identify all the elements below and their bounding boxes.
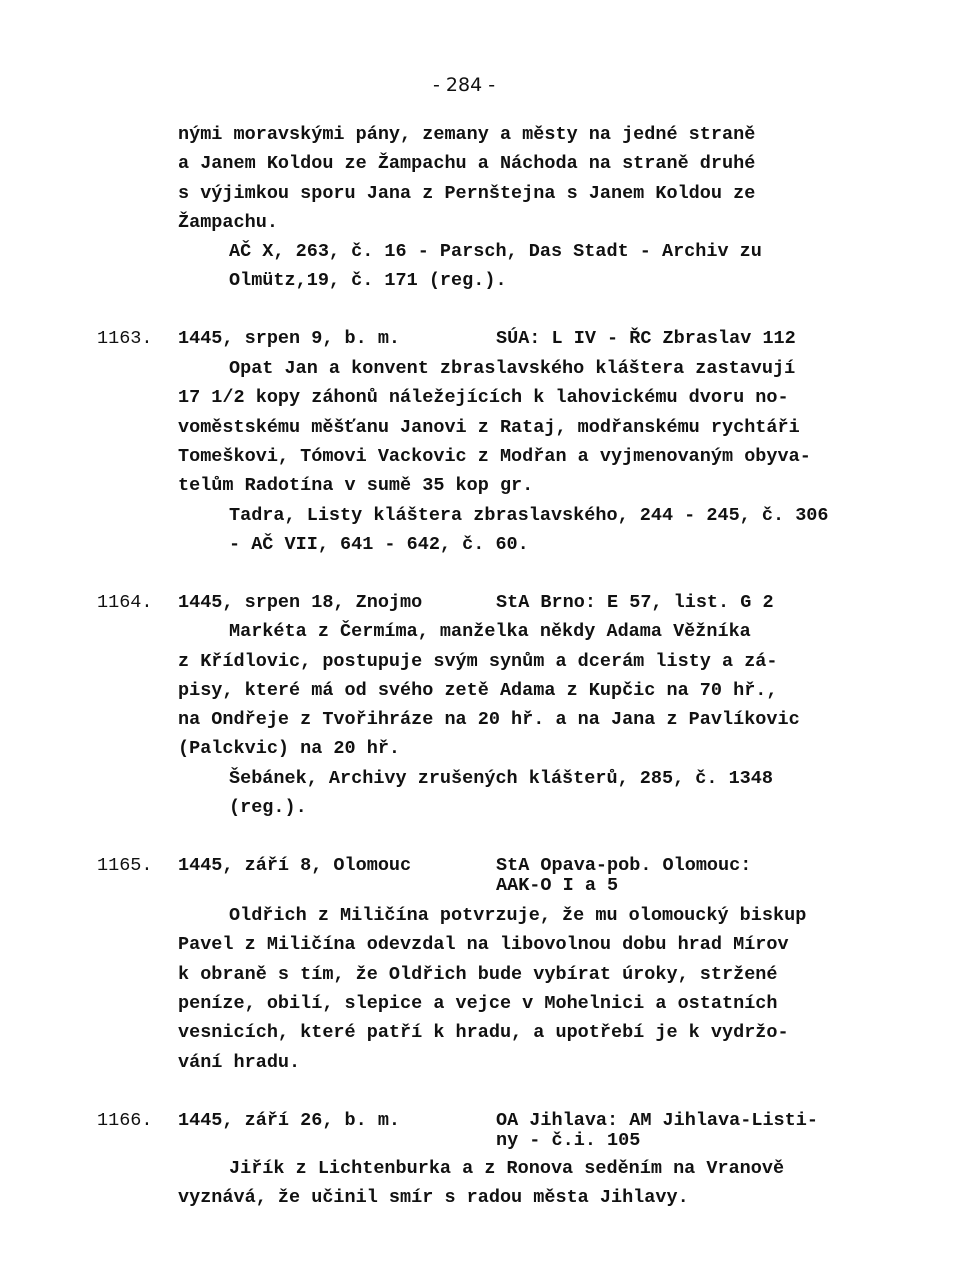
entry-number: 1164. [97, 592, 153, 613]
source-line: (reg.). [229, 797, 307, 818]
text-line: voměstskému měšťanu Janovi z Rataj, modřanskému rychtáři [178, 417, 800, 438]
text-line: peníze, obilí, slepice a vejce v Mohelnici a ostatních [178, 993, 778, 1014]
text-line: Pavel z Miličína odevzdal na libovolnou dobu hrad Mírov [178, 934, 789, 955]
text-line: a Janem Koldou ze Žampachu a Náchoda na straně druhé [178, 153, 756, 174]
entry-date: 1445, srpen 9, b. m. [178, 328, 401, 349]
entry-archive: StA Opava-pob. Olomouc: [496, 855, 752, 876]
entry-number: 1165. [97, 855, 153, 876]
text-line: Markéta z Čermíma, manželka někdy Adama Věžníka [229, 621, 751, 642]
text-line: Oldřich z Miličína potvrzuje, že mu olomoucký biskup [229, 905, 807, 926]
text-line: z Křídlovic, postupuje svým synům a dcerám listy a zá- [178, 651, 778, 672]
text-line: vyznává, že učinil smír s radou města Jihlavy. [178, 1187, 689, 1208]
text-line: vesnicích, které patří k hradu, a upotřebí je k vydržo- [178, 1022, 789, 1043]
text-line: Tomeškovi, Tómovi Vackovic z Modřan a vyjmenovaným obyva- [178, 446, 811, 467]
text-line: s výjimkou sporu Jana z Pernštejna s Janem Koldou ze [178, 183, 756, 204]
page-number: - 284 - [433, 74, 496, 96]
entry-archive: OA Jihlava: AM Jihlava-Listi- [496, 1110, 818, 1131]
entry-archive: SÚA: L IV - ŘC Zbraslav 112 [496, 328, 796, 349]
text-line: k obraně s tím, že Oldřich bude vybírat úroky, stržené [178, 964, 778, 985]
text-line: nými moravskými pány, zemany a městy na jedné straně [178, 124, 756, 145]
text-line: telům Radotína v sumě 35 kop gr. [178, 475, 534, 496]
source-line: Šebánek, Archivy zrušených klášterů, 285, č. 1348 [229, 768, 773, 789]
source-line: - AČ VII, 641 - 642, č. 60. [229, 534, 529, 555]
source-line: Olmütz,19, č. 171 (reg.). [229, 270, 507, 291]
entry-date: 1445, září 26, b. m. [178, 1110, 401, 1131]
text-line: (Palckvic) na 20 hř. [178, 738, 401, 759]
text-line: Žampachu. [178, 212, 278, 233]
text-line: pisy, které má od svého zetě Adama z Kupčic na 70 hř., [178, 680, 778, 701]
text-line: 17 1/2 kopy záhonů náležejících k lahovickému dvoru no- [178, 387, 789, 408]
text-line: na Ondřeje z Tvořihráze na 20 hř. a na Jana z Pavlíkovic [178, 709, 800, 730]
text-line: Opat Jan a konvent zbraslavského kláštera zastavují [229, 358, 796, 379]
entry-date: 1445, září 8, Olomouc [178, 855, 412, 876]
entry-number: 1163. [97, 328, 153, 349]
entry-archive: AAK-O I a 5 [496, 875, 619, 896]
entry-archive: StA Brno: E 57, list. G 2 [496, 592, 774, 613]
source-line: Tadra, Listy kláštera zbraslavského, 244 - 245, č. 306 [229, 505, 829, 526]
entry-archive: ny - č.i. 105 [496, 1130, 641, 1151]
source-line: AČ X, 263, č. 16 - Parsch, Das Stadt - Archiv zu [229, 241, 762, 262]
text-line: vání hradu. [178, 1052, 301, 1073]
entry-number: 1166. [97, 1110, 153, 1131]
text-line: Jiřík z Lichtenburka a z Ronova seděním na Vranově [229, 1158, 785, 1179]
entry-date: 1445, srpen 18, Znojmo [178, 592, 423, 613]
